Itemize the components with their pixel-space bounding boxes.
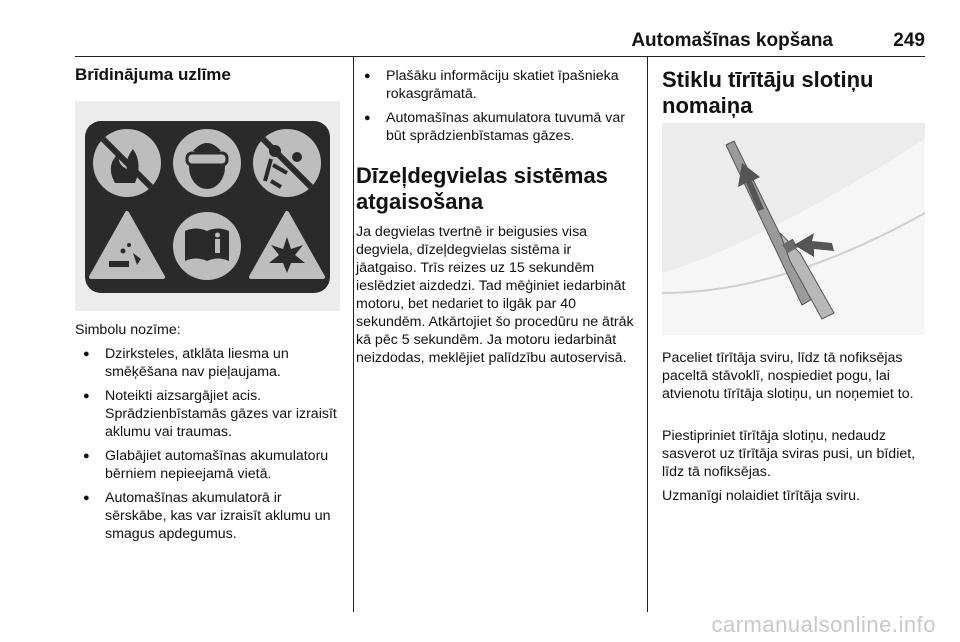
list-item: ● Automašīnas akumulatora tuvumā var būt sprādzienbīstamas gāzes. [356, 109, 636, 145]
list-item: ● Glabājiet automašīnas akumulatoru bērniem nepieejamā vietā. [75, 447, 345, 483]
diesel-bleeding-body: Ja degvielas tvertnē ir beigusies visa degviela, dīzeļdegvielas sistēma ir jāatgaiso. Trīs reizes uz 15 sekundēm ieslēdziet aizdedzi. Tad mēģiniet iedarbināt motoru, bet nedariet to ilgāk par 40 sekundēm. Atkārtojiet šo procedūru ne ātrāk kā pēc 5 sekundēm. Ja motoru iedarbināt neizdodas, meklējiet palīdzību autoservisā. [356, 224, 634, 366]
wiper-step-1: Paceliet tīrītāja sviru, līdz tā nofiksējas paceltā stāvoklī, nospiediet pogu, lai atvienotu tīrītāja slotiņu, un noņemiet to. [662, 350, 914, 402]
wiper-step-2: Piestipriniet tīrītāja slotiņu, nedaudz sasverot uz tīrītāja sviras pusi, un bīdiet, līdz tā nofiksējas. [662, 428, 916, 480]
column-left [75, 57, 340, 542]
list-item: ● Automašīnas akumulatorā ir sērskābe, kas var izraisīt aklumu un smagus apdegumus. [75, 489, 345, 543]
list-item: ● Dzirksteles, atklāta liesma un smēķēšana nav pieļaujama. [75, 345, 345, 381]
wiper-step-3: Uzmanīgi nolaidiet tīrītāja sviru. [662, 488, 860, 504]
windscreen-edge [662, 139, 925, 335]
column-middle [356, 57, 636, 367]
column-right [662, 57, 927, 504]
wiper-blade-heading [662, 67, 927, 119]
warning-label-figure [75, 101, 340, 311]
page-header [75, 30, 925, 56]
warning-label-heading: Brīdinājuma uzlīme [75, 65, 231, 84]
running-title: Automašīnas kopšana [631, 30, 833, 51]
heading-line: atgaisošana [356, 189, 484, 214]
symbol-meaning-list [75, 345, 345, 549]
lift-arrow-icon [738, 163, 764, 211]
wiper-blade-illustration [662, 123, 925, 335]
diesel-bleeding-heading [356, 163, 636, 215]
list-item: ● Plašāku informāciju skatiet īpašnieka rokasgrāmatā. [356, 67, 636, 103]
watermark: carmanualsonline.info [711, 612, 936, 637]
column-divider-2 [647, 57, 648, 612]
heading-line: nomaiņa [662, 93, 753, 118]
page-number: 249 [893, 30, 925, 51]
heading-line: Dīzeļdegvielas sistēmas [356, 163, 608, 188]
read-manual-icon [173, 212, 241, 280]
keep-from-children-icon [253, 129, 321, 197]
column-divider-1 [353, 57, 354, 612]
no-fire-icon [93, 129, 161, 197]
warning-label-illustration [75, 101, 340, 311]
eye-protection-icon [173, 129, 241, 197]
battery-info-list [356, 67, 636, 145]
symbols-intro: Simbolu nozīme: [75, 322, 181, 338]
heading-line: Stiklu tīrītāju slotiņu [662, 67, 874, 92]
list-item: ● Noteikti aizsargājiet acis. Sprādzienbīstamās gāzes var izraisīt aklumu vai traumas. [75, 387, 345, 441]
wiper-blade-figure [662, 123, 925, 335]
